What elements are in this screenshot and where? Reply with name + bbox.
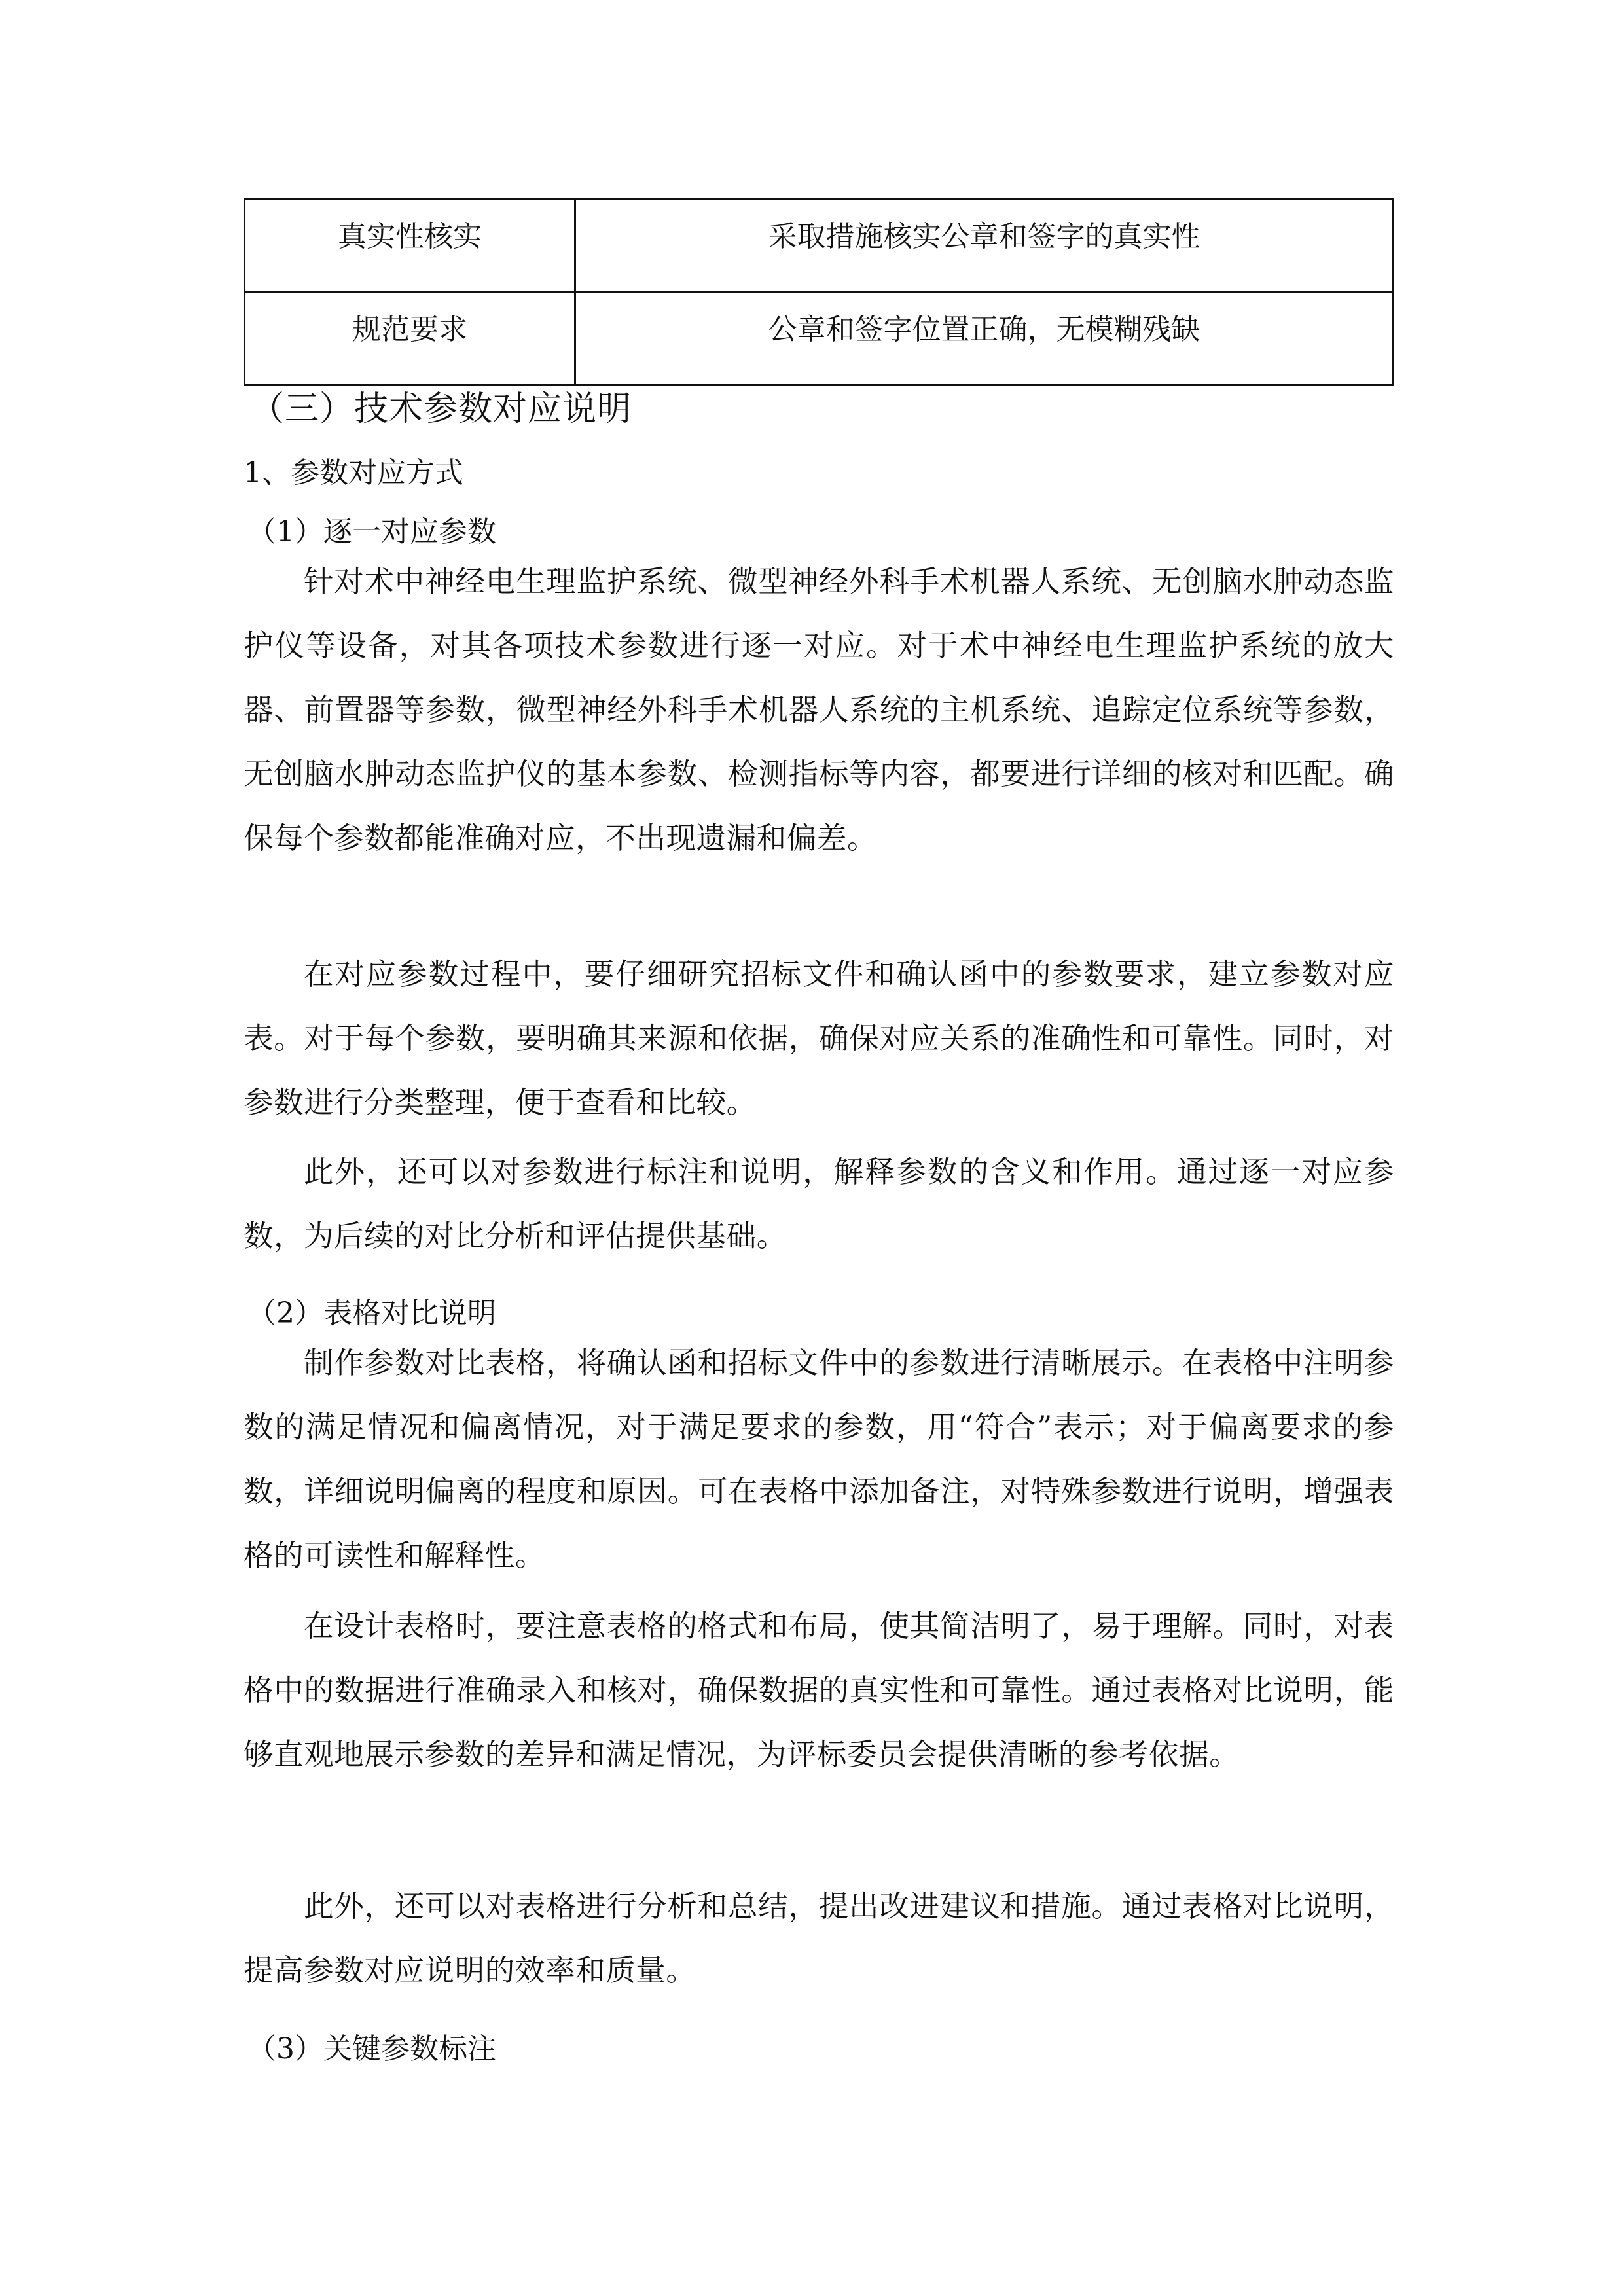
requirements-table: [244, 198, 1394, 386]
table-row: [245, 199, 1394, 292]
subsection-heading: 1、参数对应方式: [244, 456, 463, 490]
table-cell-value: 公章和签字位置正确，无模糊残缺: [575, 292, 1394, 385]
table-cell-label: 真实性核实: [245, 199, 575, 292]
table-row: [245, 292, 1394, 385]
item-title: （2）表格对比说明: [247, 1297, 496, 1330]
paragraph: 在设计表格时，要注意表格的格式和布局，使其简洁明了，易于理解。同时，对表格中的数据进行准确录入和核对，确保数据的真实性和可靠性。通过表格对比说明，能够直观地展示参数的差异和满足情况，为评标委员会提供清晰的参考依据。: [244, 1609, 1394, 1772]
section-heading: （三）技术参数对应说明: [250, 389, 632, 429]
item-title: （3）关键参数标注: [247, 2032, 496, 2066]
item-title: （1）逐一对应参数: [247, 515, 496, 548]
paragraph: 在对应参数过程中，要仔细研究招标文件和确认函中的参数要求，建立参数对应表。对于每个参数，要明确其来源和依据，确保对应关系的准确性和可靠性。同时，对参数进行分类整理，便于查看和比较。: [244, 957, 1394, 1120]
table-cell-value: 采取措施核实公章和签字的真实性: [575, 199, 1394, 292]
table-cell-label: 规范要求: [245, 292, 575, 385]
paragraph: 此外，还可以对参数进行标注和说明，解释参数的含义和作用。通过逐一对应参数，为后续的对比分析和评估提供基础。: [244, 1155, 1394, 1253]
paragraph: 此外，还可以对表格进行分析和总结，提出改进建议和措施。通过表格对比说明，提高参数对应说明的效率和质量。: [244, 1889, 1394, 1988]
paragraph: 制作参数对比表格，将确认函和招标文件中的参数进行清晰展示。在表格中注明参数的满足情况和偏离情况，对于满足要求的参数，用“符合”表示；对于偏离要求的参数，详细说明偏离的程度和原因。可在表格中添加备注，对特殊参数进行说明，增强表格的可读性和解释性。: [244, 1346, 1394, 1573]
paragraph: 针对术中神经电生理监护系统、微型神经外科手术机器人系统、无创脑水肿动态监护仪等设备，对其各项技术参数进行逐一对应。对于术中神经电生理监护系统的放大器、前置器等参数，微型神经外科手术机器人系统的主机系统、追踪定位系统等参数，无创脑水肿动态监护仪的基本参数、检测指标等内容，都要进行详细的核对和匹配。确保每个参数都能准确对应，不出现遗漏和偏差。: [244, 564, 1394, 855]
